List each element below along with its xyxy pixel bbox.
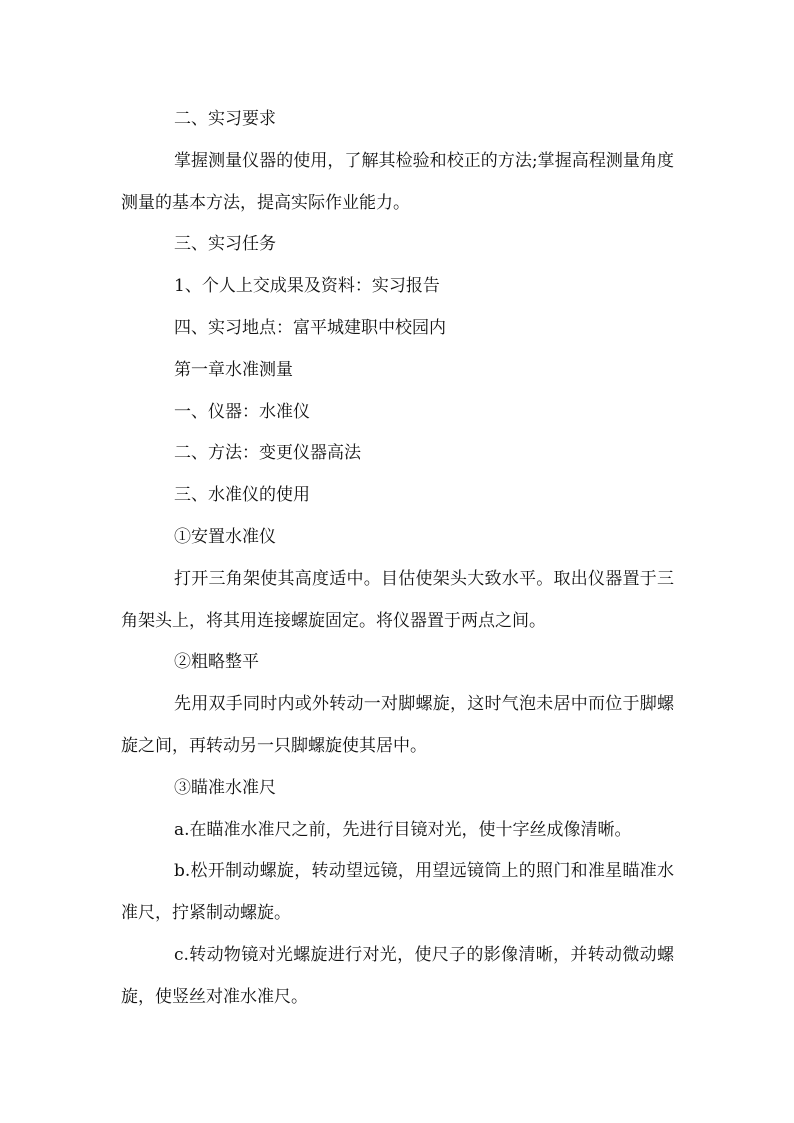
- heading-level-usage: 三、水准仪的使用: [174, 485, 310, 506]
- substep-a: a.在瞄准水准尺之前，先进行目镜对光，使十字丝成像清晰。: [174, 819, 632, 840]
- step-aim-staff: ③瞄准水准尺: [174, 777, 276, 798]
- paragraph-rough-leveling-instructions: 先用双手同时内或外转动一对脚螺旋，这时气泡未居中而位于脚螺旋之间，再转动另一只脚螺旋使其居中。: [121, 694, 674, 756]
- heading-internship-tasks: 三、实习任务: [174, 234, 276, 255]
- substep-c: c.转动物镜对光螺旋进行对光，使尺子的影像清晰，并转动微动螺旋，使竖丝对准水准尺。: [121, 944, 674, 1007]
- paragraph-internship-location: 四、实习地点：富平城建职中校园内: [174, 317, 446, 338]
- paragraph-setup-instructions: 打开三角架使其高度适中。目估使架头大致水平。取出仪器置于三角架头上，将其用连接螺旋固定。将仪器置于两点之间。: [121, 568, 674, 631]
- chapter-title: 第一章水准测量: [174, 359, 293, 380]
- substep-b: b.松开制动螺旋，转动望远镜，用望远镜筒上的照门和准星瞄准水准尺，拧紧制动螺旋。: [121, 861, 674, 924]
- heading-instrument: 一、仪器：水准仪: [174, 401, 310, 422]
- step-setup-level: ①安置水准仪: [174, 526, 276, 547]
- paragraph-task-item: 1、个人上交成果及资料：实习报告: [174, 276, 440, 297]
- step-rough-leveling: ②粗略整平: [174, 652, 259, 673]
- heading-method: 二、方法：变更仪器高法: [174, 443, 361, 464]
- document-body: [121, 99, 674, 1019]
- paragraph-requirements-text: 掌握测量仪器的使用，了解其检验和校正的方法;掌握高程测量角度测量的基本方法，提高实际作业能力。: [121, 150, 674, 213]
- heading-internship-requirements: 二、实习要求: [174, 109, 276, 129]
